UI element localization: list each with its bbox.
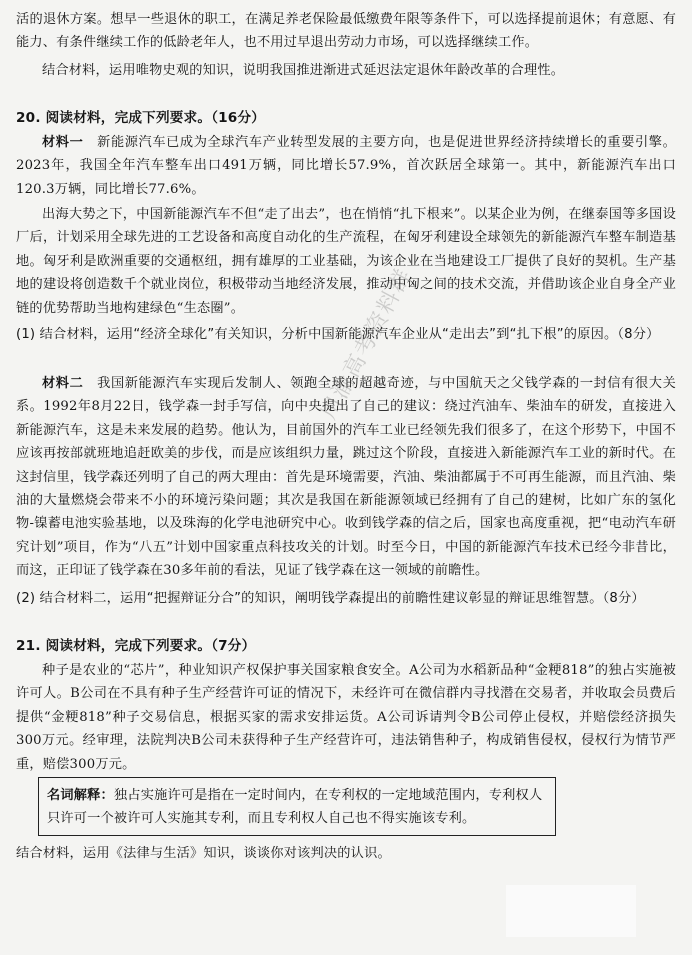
top-paragraph: 活的退休方案。想早一些退休的职工，在满足养老保险最低缴费年限等条件下，可以选择提前退休；有意愿、有能力、有条件继续工作的低龄老年人，也不用过早退出劳动力市场，可以选择继续工作。 <box>16 12 676 51</box>
q20-heading: 20. 阅读材料，完成下列要求。（16分） <box>16 110 266 126</box>
q21-task: 结合材料，运用《法律与生活》知识，谈谈你对该判决的认识。 <box>16 846 391 861</box>
term-explanation-box <box>38 777 556 836</box>
material-2-label: 材料二 <box>42 376 84 391</box>
material-1-text: 新能源汽车已成为全球汽车产业转型发展的主要方向，也是促进世界经济持续增长的重要引擎。2023年，我国全年汽车整车出口491万辆，同比增长57.9%，首次跃居全球第一。其中，新能源汽车出口120.3万辆，同比增长77.6%。 <box>16 135 676 197</box>
q21-heading: 21. 阅读材料，完成下列要求。（7分） <box>16 638 256 654</box>
q20-material-1 <box>16 131 676 201</box>
blank-corner-patch <box>506 885 636 937</box>
top-task: 结合材料，运用唯物史观的知识，说明我国推进渐进式延迟法定退休年龄改革的合理性。 <box>42 63 565 78</box>
term-explanation-text: 独占实施许可是指在一定时间内，在专利权的一定地域范围内，专利权人只许可一个被许可人实施其专利，而且专利权人自己也不得实施该专利。 <box>47 788 543 826</box>
q20-material-1-p2: 出海大势之下，中国新能源汽车不但“走了出去”，也在悄悄“扎下根来”。以某企业为例，在继泰国等多国设厂后，计划采用全球先进的工艺设备和高度自动化的生产流程，在匈牙利建设全球领先的新能源汽车整车制造基地。匈牙利是欧洲重要的交通枢纽，拥有雄厚的工业基础，为该企业在当地建设工厂提供了良好的契机。生产基地的建设将创造数千个就业岗位，积极带动当地经济发展，推动中匈之间的技术交流，并借助该企业自身全产业链的优势帮助当地构建绿色“生态圈”。 <box>16 207 676 316</box>
q20-subquestion-1: (1) 结合材料，运用“经济全球化”有关知识，分析中国新能源汽车企业从“走出去”到“扎下根”的原因。（8分） <box>16 327 660 342</box>
term-explanation-label: 名词解释： <box>47 788 114 803</box>
material-2-text: 我国新能源汽车实现后发制人、领跑全球的超越奇迹，与中国航天之父钱学森的一封信有很大关系。1992年8月22日，钱学森一封手写信，向中央提出了自己的建议：绕过汽油车、柴油车的研发，直接进入新能源汽车，这是未来发展的趋势。他认为，目前国外的汽车工业已经领先我们很多了，在这个形势下，中国不应该再按部就班地追赶欧美的步伐，而是应该组织力量，跳过这个阶段，直接进入新能源汽车工业的新时代。在这封信里，钱学森还列明了自己的两大理由：首先是环境需要，汽油、柴油都属于不可再生能源，而且汽油、柴油的大量燃烧会带来不小的环境污染问题；其次是我国在新能源领域已经拥有了自己的建树，比如广东的氢化物-镍蓄电池实验基地，以及珠海的化学电池研究中心。收到钱学森的信之后，国家也高度重视，把“电动汽车研究计划”项目，作为“八五”计划中国家重点科技攻关的计划。时至今日，中国的新能源汽车技术已经今非昔比，而这，正印证了钱学森在30多年前的看法，见证了钱学森在这一领域的前瞻性。 <box>16 376 676 579</box>
q20-subquestion-2: (2) 结合材料二，运用“把握辩证分合”的知识，阐明钱学森提出的前瞻性建议彰显的辩证思维智慧。（8分） <box>16 591 645 606</box>
material-1-label: 材料一 <box>42 135 84 150</box>
watermark: 川渝高考资料群 <box>316 263 418 425</box>
q21-material: 种子是农业的“芯片”，种业知识产权保护事关国家粮食安全。A公司为水稻新品种“金粳818”的独占实施被许可人。B公司在不具有种子生产经营许可证的情况下，未经许可在微信群内寻找潜在交易者，并收取会员费后提供“金粳818”种子交易信息，根据买家的需求安排运货。A公司诉请判令B公司停止侵权，并赔偿经济损失300万元。经审理，法院判决B公司未获得种子生产经营许可，违法销售种子，构成销售侵权，侵权行为情节严重，赔偿300万元。 <box>16 663 676 772</box>
